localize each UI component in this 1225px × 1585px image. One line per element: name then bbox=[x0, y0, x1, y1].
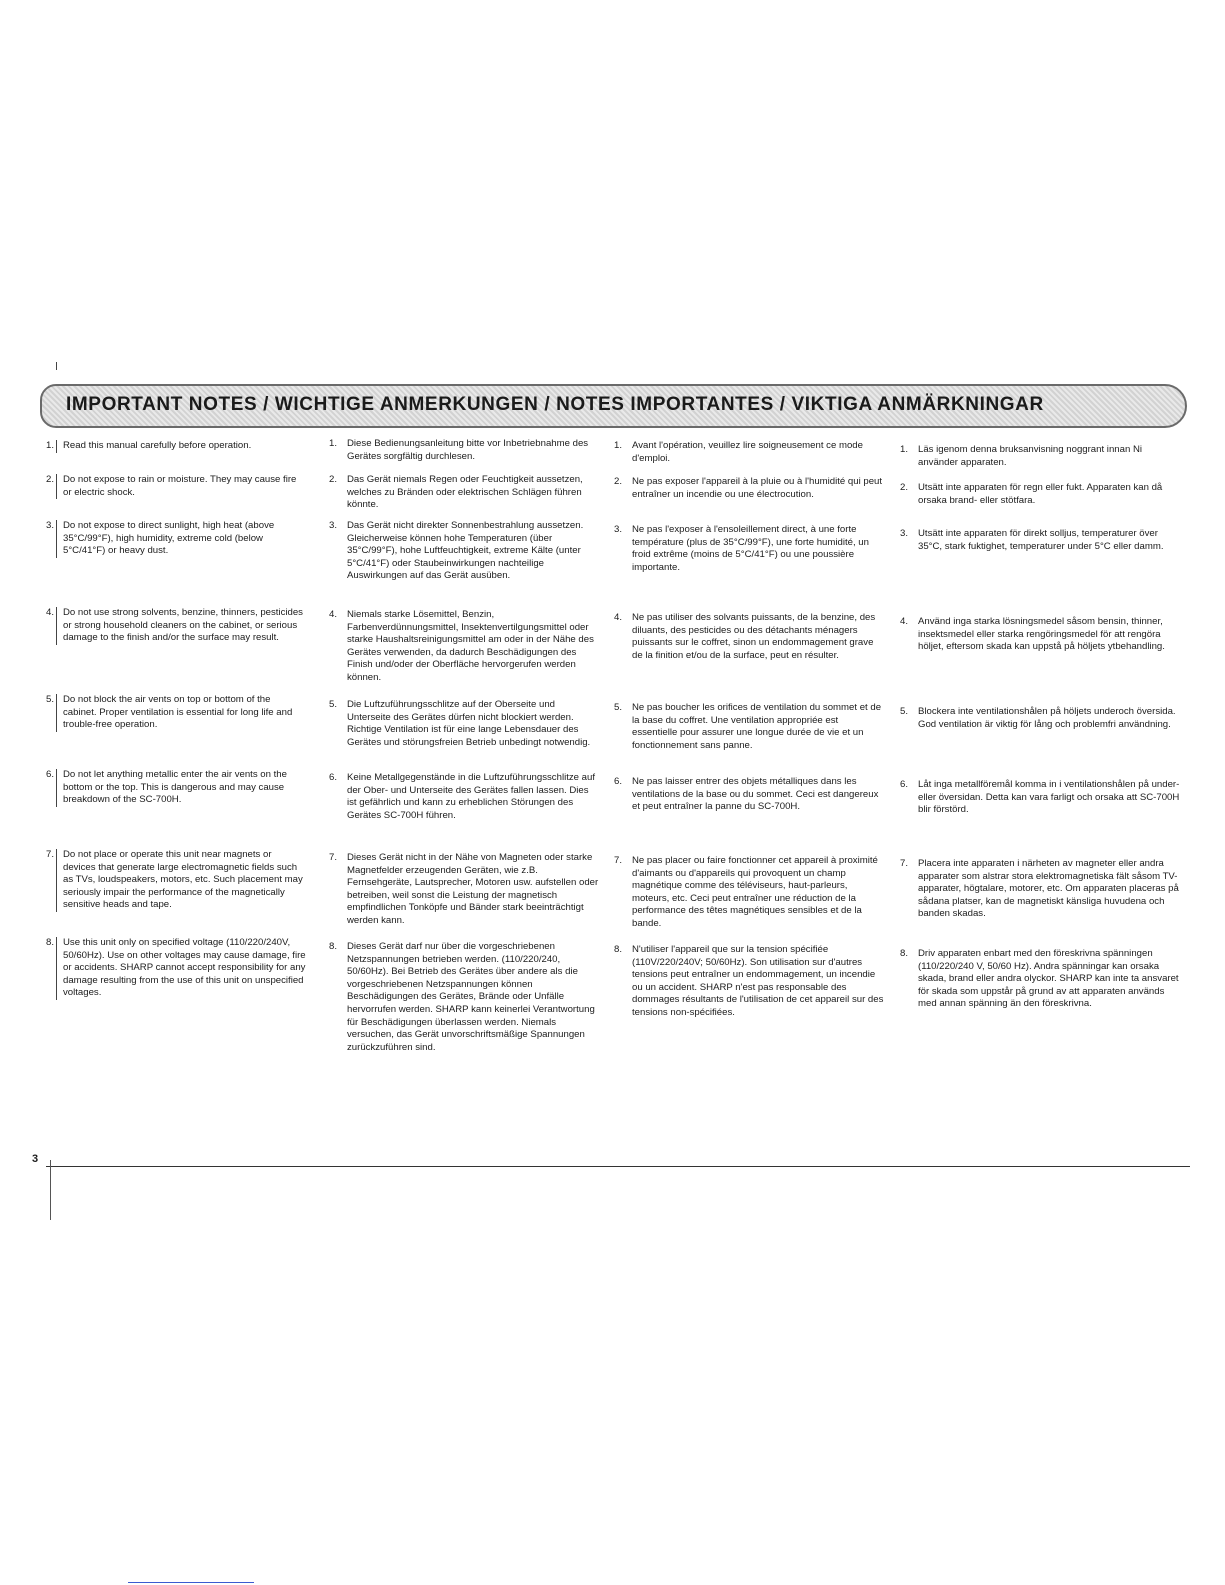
note-text: Ne pas utiliser des solvants puissants, de la benzine, des diluants, des pesticides ou des détachants ménagers puissants sur le coffret, sinon un endommagement grave de la finition et/ou de la surface, peut en résulter. bbox=[632, 612, 876, 661]
note-number: 7. bbox=[45, 849, 54, 860]
note-text: Das Gerät niemals Regen oder Feuchtigkeit aussetzen, welches zu Bränden oder elektrischen Schlägen führen könnte. bbox=[347, 474, 583, 511]
note-number: 3. bbox=[45, 520, 54, 531]
note-text: Ne pas laisser entrer des objets métalliques dans les ventilations de la base ou du sommet. Ceci est dangereux et peut entraîner la panne du SC-700H. bbox=[632, 776, 879, 813]
note-text: Do not block the air vents on top or bottom of the cabinet. Proper ventilation is essential for long life and trouble-free operation. bbox=[56, 694, 306, 732]
note-text: Låt inga metallföremål komma in i ventilationshålen på under- eller översidan. Detta kan vara farligt och orsaka att SC-700H blir förstörd. bbox=[918, 779, 1180, 816]
note-text: Do not let anything metallic enter the air vents on the bottom or the top. This is dangerous and may cause breakdown of the SC-700H. bbox=[56, 769, 306, 807]
note-text: Do not place or operate this unit near magnets or devices that generate large electromagnetic fields such as TVs, loudspeakers, motors, etc. Such placement may seriously impair the performance of the magnetically sensitive heads and tape. bbox=[56, 849, 306, 912]
note-text: Avant l'opération, veuillez lire soigneusement ce mode d'emploi. bbox=[632, 440, 863, 464]
note-number: 4. bbox=[45, 607, 54, 618]
note-text: Utsätt inte apparaten för direkt solljus, temperaturer över 35°C, stark fuktighet, temperaturer under 5°C eller damm. bbox=[918, 528, 1164, 552]
note-number: 5. bbox=[329, 699, 338, 710]
note-text: Placera inte apparaten i närheten av magneter eller andra apparater som alstrar stora elektromagnetiska fält såsom TV-apparater, högtalare, motorer, etc. Om apparaten placeras på sådana platser, kan de magnetiskt känsliga huvudena och banden skadas. bbox=[918, 858, 1179, 920]
note-number: 6. bbox=[900, 779, 909, 790]
note-number: 3. bbox=[329, 520, 338, 531]
note-text: N'utiliser l'appareil que sur la tension spécifiée (110V/220/240V; 50/60Hz). Son utilisation sur d'autres tensions peut entraîner un endommagement, un incendie ou un accident. SHARP n'est pas responsable des dommages résultants de l'utilisation de cet appareil sur des tensions non-spécifiées. bbox=[632, 944, 884, 1018]
note-number: 5. bbox=[45, 694, 54, 705]
note-number: 8. bbox=[900, 948, 909, 959]
note-text: Läs igenom denna bruksanvisning noggrant innan Ni använder apparaten. bbox=[918, 444, 1143, 468]
note-number: 1. bbox=[329, 438, 338, 449]
note-text: Dieses Gerät darf nur über die vorgeschriebenen Netzspannungen betrieben werden. (110/220/240, 50/60Hz). Bei Betrieb des Gerätes über andere als die vorgeschriebenen Netzspannungen können Beschädigungen des Gerätes, Brände oder Unfälle hervorrufen werden. SHARP kann keinerlei Verantwortung für Beschädigungen überlassen werden. Niemals versuchen, das Gerät unvorschriftsmäßige Spannungen zurückzuführen sind. bbox=[347, 941, 595, 1053]
note-number: 2. bbox=[329, 474, 338, 485]
note-number: 1. bbox=[614, 440, 623, 451]
note-text: Använd inga starka lösningsmedel såsom bensin, thinner, insektsmedel eller starka rengöringsmedel för att rengöra höljet, eftersom skada kan uppstå på höljets ytbehandling. bbox=[918, 616, 1165, 653]
note-text: Use this unit only on specified voltage (110/220/240V, 50/60Hz). Use on other voltages may cause damage, fire or accidents. SHARP cannot accept responsibility for any damage resulting from the use of this unit on unspecified voltages. bbox=[56, 937, 306, 1000]
note-text: Das Gerät nicht direkter Sonnenbestrahlung aussetzen. Gleicherweise können hohe Temperaturen (über 35°C/99°F), hohe Luftfeuchtigkeit, extreme Kälte (unter 5°C/41°F) oder Staubeinwirkungen nachteilige Auswirkungen auf das Gerät ausüben. bbox=[347, 520, 584, 582]
note-number: 4. bbox=[329, 609, 338, 620]
note-number: 8. bbox=[45, 937, 54, 948]
note-text: Blockera inte ventilationshålen på höljets underoch översida. God ventilation är viktig för lång och problemfri användning. bbox=[918, 706, 1176, 730]
bottom-rule bbox=[128, 1582, 254, 1583]
note-text: Driv apparaten enbart med den föreskrivna spänningen (110/220/240 V, 50/60 Hz). Andra spänningar kan orsaka skada, brand eller andra olyckor. SHARP kan inte ta ansvaret för skada som uppstår på grund av att apparaten används med annan spänning än den föreskrivna. bbox=[918, 948, 1179, 1010]
note-number: 4. bbox=[614, 612, 623, 623]
note-number: 7. bbox=[329, 852, 338, 863]
note-number: 1. bbox=[900, 444, 909, 455]
note-number: 1. bbox=[45, 440, 54, 451]
note-number: 3. bbox=[900, 528, 909, 539]
binding-line bbox=[50, 1160, 51, 1220]
note-text: Do not expose to direct sunlight, high heat (above 35°C/99°F), high humidity, extreme cold (below 5°C/41°F) or heavy dust. bbox=[56, 520, 306, 558]
note-number: 3. bbox=[614, 524, 623, 535]
note-text: Ne pas l'exposer à l'ensoleillement direct, à une forte température (plus de 35°C/99°F), une forte humidité, un froid extrême (moins de 5°C/41°F) ou une poussière importante. bbox=[632, 524, 869, 573]
note-text: Read this manual carefully before operation. bbox=[56, 440, 306, 453]
note-number: 6. bbox=[329, 772, 338, 783]
note-number: 7. bbox=[900, 858, 909, 869]
note-text: Keine Metallgegenstände in die Luftzuführungsschlitze auf der Ober- und Unterseite des Gerätes fallen lassen. Dies ist gefährlich und kann zu erheblichen Störungen des Gerätes SC-700H führen. bbox=[347, 772, 596, 821]
note-number: 6. bbox=[45, 769, 54, 780]
margin-mark bbox=[56, 362, 57, 370]
note-number: 2. bbox=[900, 482, 909, 493]
note-number: 8. bbox=[614, 944, 623, 955]
note-text: Die Luftzuführungsschlitze auf der Oberseite und Unterseite des Gerätes dürfen nicht blockiert werden. Richtige Ventilation ist für eine lange Lebensdauer des Gerätes und störungsfreien Betrieb unbedingt notwendig. bbox=[347, 699, 591, 748]
note-text: Utsätt inte apparaten för regn eller fukt. Apparaten kan då orsaka brand- eller stötfara. bbox=[918, 482, 1163, 506]
note-text: Niemals starke Lösemittel, Benzin, Farbenverdünnungsmittel, Insektenvertilgungsmittel oder starke Haushaltsreinigungsmittel am oder in der Nähe des Gerätes verwenden, da dadurch Beschädigungen des Finish und/oder der Oberfläche hervorgerufen werden können. bbox=[347, 609, 594, 683]
note-number: 6. bbox=[614, 776, 623, 787]
note-text: Ne pas placer ou faire fonctionner cet appareil à proximité d'aimants ou d'appareils qui provoquent un champ magnétique comme des téléviseurs, haut-parleurs, moteurs, etc. Ceci peut entraîner une réduction de la performance des têtes magnétiques sensibles et de la bande. bbox=[632, 855, 878, 929]
footer-rule bbox=[46, 1166, 1190, 1167]
note-text: Do not expose to rain or moisture. They may cause fire or electric shock. bbox=[56, 474, 306, 499]
page-number: 3 bbox=[32, 1153, 39, 1165]
note-text: Ne pas boucher les orifices de ventilation du sommet et de la base du coffret. Une ventilation appropriée est essentielle pour assurer une longue durée de vie et un fonctionnement sans panne. bbox=[632, 702, 882, 751]
note-number: 4. bbox=[900, 616, 909, 627]
note-text: Ne pas exposer l'appareil à la pluie ou à l'humidité qui peut entraîner un incendie ou une électrocution. bbox=[632, 476, 883, 500]
note-number: 5. bbox=[614, 702, 623, 713]
note-number: 7. bbox=[614, 855, 623, 866]
note-number: 2. bbox=[614, 476, 623, 487]
note-text: Do not use strong solvents, benzine, thinners, pesticides or strong household cleaners on the cabinet, or serious damage to the finish and/or the surface may result. bbox=[56, 607, 306, 645]
note-number: 8. bbox=[329, 941, 338, 952]
page-title: IMPORTANT NOTES / WICHTIGE ANMERKUNGEN / NOTES IMPORTANTES / VIKTIGA ANMÄRKNINGAR bbox=[66, 394, 1044, 415]
title-banner bbox=[40, 384, 1187, 428]
note-text: Diese Bedienungsanleitung bitte vor Inbetriebnahme des Gerätes sorgfältig durchlesen. bbox=[347, 438, 589, 462]
note-text: Dieses Gerät nicht in der Nähe von Magneten oder starke Magnetfelder erzeugenden Geräten, wie z.B. Fernsehgeräte, Lautsprecher, Motoren usw. aufstellen oder betreiben, weil sonst die Leistung der magnetisch empfindlichen Tonköpfe und Bänder stark beeinträchtigt werden kann. bbox=[347, 852, 599, 926]
note-number: 5. bbox=[900, 706, 909, 717]
note-number: 2. bbox=[45, 474, 54, 485]
